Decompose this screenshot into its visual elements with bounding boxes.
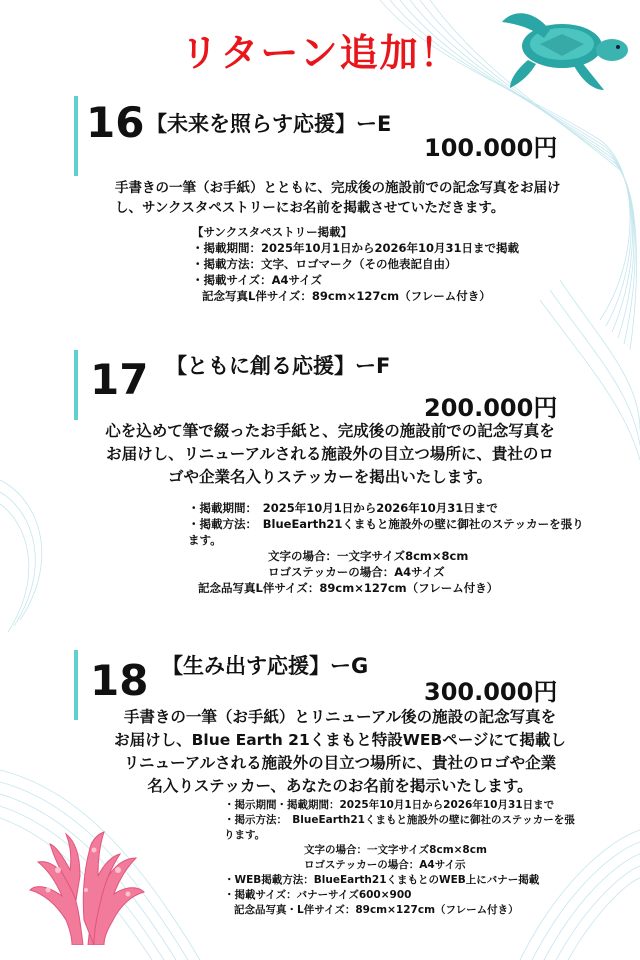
accent-bar (74, 350, 78, 420)
item-heading: 【生み出す応援】ーG (162, 654, 369, 678)
detail-line: 【サンクスタペストリー掲載】 (192, 225, 353, 239)
item-heading: 【ともに創る応援】ーF (166, 354, 391, 378)
item-price: 100.000円 (424, 134, 558, 162)
description-line: リニューアルされる施設外の目立つ場所に、貴社のロゴや企業 (123, 754, 557, 772)
detail-line: ます。 (188, 533, 222, 547)
item-description (100, 420, 560, 489)
pink-coral-illustration (28, 830, 146, 945)
detail-line: ・掲載期間：2025年10月1日から2026年10月31日まで掲載 (192, 241, 520, 255)
item-price: 200.000円 (424, 394, 558, 422)
detail-line: ・WEB掲載方法：BlueEarth21くまもとのWEB上にバナー掲載 (224, 874, 540, 886)
item-details (188, 500, 584, 596)
sea-turtle-illustration (490, 6, 640, 96)
accent-bar (74, 650, 78, 720)
detail-line: ・掲載サイズ：バナーサイズ600×900 (224, 889, 412, 901)
description-line: 心を込めて筆で綴ったお手紙と、完成後の施設前での記念写真を (105, 422, 555, 440)
detail-line: ロゴステッカーの場合：A4サイズ (268, 565, 445, 579)
item-price: 300.000円 (424, 678, 558, 706)
detail-line: ・掲載方法： BlueEarth21くまもと施設外の壁に御社のステッカーを張り (188, 517, 584, 531)
item-number: 17 (90, 355, 149, 404)
detail-line: ・掲示期間・掲載期間：2025年10月1日から2026年10月31日まで (224, 799, 555, 811)
description-line: ゴや企業名入りステッカーを掲出いたします。 (168, 468, 492, 486)
item-details (224, 798, 575, 918)
detail-line: ・掲載サイズ：A4サイズ (192, 273, 323, 287)
description-line: 手書きの一筆（お手紙）とともに、完成後の施設前での記念写真をお届け (115, 180, 561, 196)
detail-line: ・掲載方法：文字、ロゴマーク（その他表記自由） (192, 257, 457, 271)
description-line: し、サンクスタペストリーにお名前を掲載させていただきます。 (115, 200, 505, 216)
item-description (115, 178, 561, 218)
accent-bar (74, 96, 78, 176)
description-line: 手書きの一筆（お手紙）とリニューアル後の施設の記念写真を (123, 708, 557, 726)
detail-line: ります。 (224, 829, 266, 841)
item-number: 18 (90, 656, 149, 705)
description-line: お届けし、Blue Earth 21くまもと特設WEBページにて掲載し (114, 731, 566, 749)
detail-line: 記念品写真・L伴サイズ：89cm×127cm（フレーム付き） (234, 904, 519, 916)
detail-line: ・掲示方法： BlueEarth21くまもと施設外の壁に御社のステッカーを張 (224, 814, 575, 826)
description-line: お届けし、リニューアルされる施設外の目立つ場所に、貴社のロ (106, 445, 554, 463)
detail-line: 記念品写真L伴サイズ：89cm×127cm（フレーム付き） (198, 581, 499, 595)
description-line: 名入りステッカー、あなたのお名前を掲示いたします。 (147, 777, 533, 795)
detail-line: ロゴステッカーの場合：A4サイ示 (304, 859, 466, 871)
detail-line: 記念写真L伴サイズ：89cm×127cm（フレーム付き） (202, 289, 491, 303)
page-title: リターン追加！ (180, 31, 460, 75)
detail-line: ・掲載期間： 2025年10月1日から2026年10月31日まで (188, 501, 498, 515)
item-heading: 【未来を照らす応援】ーE (146, 112, 392, 136)
detail-line: 文字の場合：一文字サイズ8cm×8cm (304, 844, 487, 856)
item-details (192, 224, 519, 304)
item-description (110, 706, 570, 798)
item-number: 16 (86, 98, 145, 147)
detail-line: 文字の場合：一文字サイズ8cm×8cm (268, 549, 469, 563)
